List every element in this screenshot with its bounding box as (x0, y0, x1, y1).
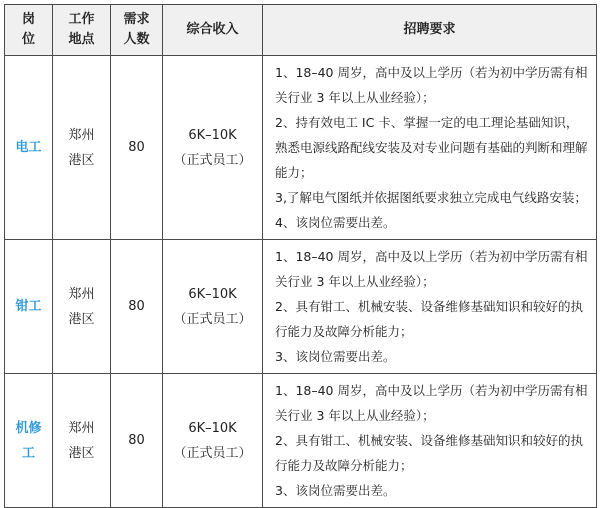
table-header-row (5, 5, 597, 56)
job-location-line: 郑州 (68, 127, 95, 143)
header-headcount-line: 需求 (123, 12, 150, 27)
job-position: 机修 (15, 420, 42, 436)
job-location-line: 郑州 (68, 286, 95, 302)
job-location-line: 郑州 (68, 420, 95, 436)
job-headcount: 80 (111, 374, 163, 508)
requirement-item: 2、持有效电工 IC 卡、掌握一定的电工理论基础知识，熟悉电源线路配线安装及对专业问题有基础的判断和理解能力； (275, 115, 588, 180)
job-requirements-cell (263, 240, 597, 374)
header-position (5, 5, 53, 56)
job-location-cell (53, 374, 111, 508)
recruitment-table (4, 4, 597, 508)
job-income-cell (163, 56, 263, 240)
requirement-item: 3、该岗位需要出差。 (275, 349, 396, 364)
job-location-line: 港区 (68, 445, 95, 461)
table-row (5, 56, 597, 240)
job-income-range: 6K–10K (188, 127, 237, 143)
requirement-item: 1、18–40 周岁，高中及以上学历（若为初中学历需有相关行业 3 年以上从业经验）； (275, 65, 588, 105)
requirement-item: 4、该岗位需要出差。 (275, 215, 396, 230)
requirement-item: 2、具有钳工、机械安装、设备维修基础知识和较好的执行能力及故障分析能力； (275, 433, 583, 473)
header-income: 综合收入 (163, 5, 263, 56)
job-requirements-cell (263, 56, 597, 240)
job-position-cell (5, 240, 53, 374)
job-income-note: （正式员工） (173, 445, 252, 461)
job-headcount: 80 (111, 240, 163, 374)
job-location-line: 港区 (68, 311, 95, 327)
job-position: 电工 (15, 140, 42, 155)
job-requirements-cell (263, 374, 597, 508)
job-position-cell (5, 56, 53, 240)
job-position-cell (5, 374, 53, 508)
requirement-item: 1、18–40 周岁，高中及以上学历（若为初中学历需有相关行业 3 年以上从业经验）； (275, 249, 588, 289)
job-income-range: 6K–10K (188, 420, 237, 436)
job-position: 工 (21, 445, 35, 461)
job-location-cell (53, 56, 111, 240)
job-income-note: （正式员工） (173, 152, 252, 168)
job-headcount: 80 (111, 56, 163, 240)
table-row (5, 374, 597, 508)
requirement-item: 2、具有钳工、机械安装、设备维修基础知识和较好的执行能力及故障分析能力； (275, 299, 583, 339)
job-position: 钳工 (15, 299, 42, 314)
requirement-item: 1、18–40 周岁，高中及以上学历（若为初中学历需有相关行业 3 年以上从业经验）； (275, 383, 588, 423)
header-position-line: 位 (21, 32, 35, 47)
job-location-line: 港区 (68, 152, 95, 168)
header-location-line: 地点 (68, 32, 95, 47)
header-requirements: 招聘要求 (263, 5, 597, 56)
header-position-line: 岗 (21, 12, 35, 27)
header-headcount (111, 5, 163, 56)
job-location-cell (53, 240, 111, 374)
header-headcount-line: 人数 (123, 32, 150, 47)
table-row (5, 240, 597, 374)
job-income-cell (163, 374, 263, 508)
requirement-item: 3、该岗位需要出差。 (275, 483, 396, 498)
job-income-note: （正式员工） (173, 311, 252, 327)
header-location (53, 5, 111, 56)
requirement-item: 3,了解电气图纸并依据图纸要求独立完成电气线路安装； (275, 190, 587, 205)
job-income-cell (163, 240, 263, 374)
header-location-line: 工作 (68, 12, 95, 27)
job-income-range: 6K–10K (188, 286, 237, 302)
